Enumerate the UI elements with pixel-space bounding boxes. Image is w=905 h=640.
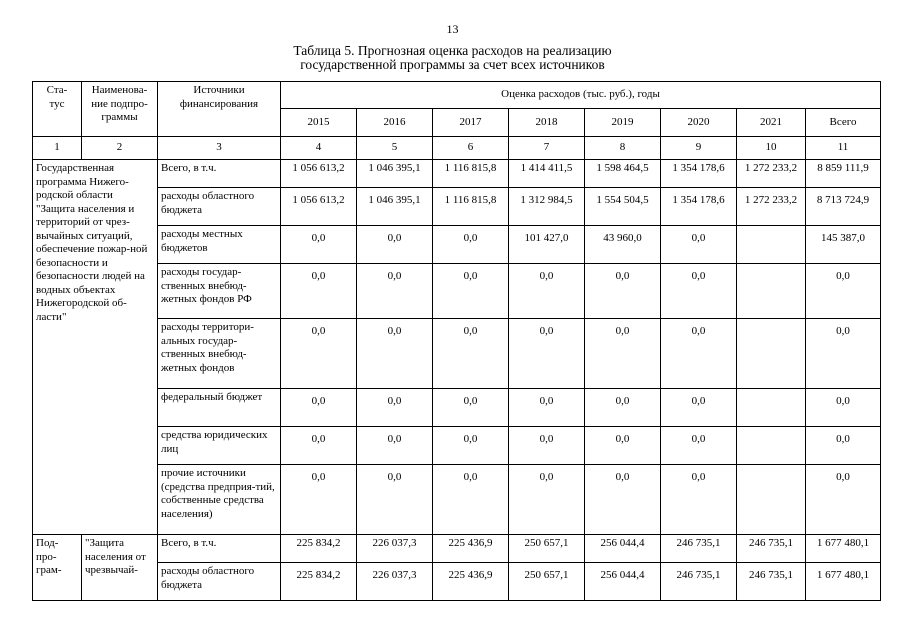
value-cell: 246 735,1 — [661, 563, 737, 601]
table-row — [33, 535, 881, 563]
value-cell: 0,0 — [806, 319, 881, 389]
header-year: 2021 — [737, 109, 806, 137]
table-title — [0, 44, 905, 72]
header-year: 2019 — [585, 109, 661, 137]
value-cell: 0,0 — [357, 389, 433, 427]
value-cell: 0,0 — [661, 264, 737, 319]
value-cell: 0,0 — [661, 389, 737, 427]
column-number: 7 — [509, 137, 585, 160]
value-cell: 246 735,1 — [661, 535, 737, 563]
value-cell: 1 046 395,1 — [357, 188, 433, 226]
source-cell: расходы местных бюджетов — [158, 226, 281, 264]
value-cell — [737, 427, 806, 465]
header-year: 2020 — [661, 109, 737, 137]
value-cell: 225 436,9 — [433, 563, 509, 601]
value-cell: 145 387,0 — [806, 226, 881, 264]
table-row — [33, 264, 881, 319]
value-cell: 1 116 815,8 — [433, 160, 509, 188]
value-cell: 0,0 — [509, 465, 585, 535]
column-number: 6 — [433, 137, 509, 160]
value-cell: 0,0 — [357, 319, 433, 389]
program-name-cell: Государственная программа Нижего-родской области "Защита населения и территорий от чрез-вычайных ситуаций, обеспечение пожар-ной безопасности и безопасности людей на водных объектах Нижегородской об-ласти" — [33, 160, 158, 535]
value-cell: 225 834,2 — [281, 563, 357, 601]
table-row — [33, 226, 881, 264]
title-line-2: государственной программы за счет всех источников — [300, 57, 605, 72]
value-cell: 0,0 — [509, 427, 585, 465]
value-cell: 0,0 — [433, 465, 509, 535]
column-number: 9 — [661, 137, 737, 160]
table-row — [33, 465, 881, 535]
header-estimate: Оценка расходов (тыс. руб.), годы — [281, 82, 881, 109]
value-cell: 0,0 — [281, 319, 357, 389]
column-number: 1 — [33, 137, 82, 160]
source-cell: расходы территори-альных государ-ственных внебюд-жетных фондов — [158, 319, 281, 389]
value-cell: 8 859 111,9 — [806, 160, 881, 188]
header-year: Всего — [806, 109, 881, 137]
value-cell: 246 735,1 — [737, 563, 806, 601]
header-year: 2017 — [433, 109, 509, 137]
source-cell: расходы областного бюджета — [158, 563, 281, 601]
column-number: 5 — [357, 137, 433, 160]
value-cell: 0,0 — [433, 319, 509, 389]
value-cell: 1 056 613,2 — [281, 188, 357, 226]
value-cell: 0,0 — [357, 465, 433, 535]
value-cell: 0,0 — [357, 226, 433, 264]
source-cell: Всего, в т.ч. — [158, 535, 281, 563]
value-cell: 1 554 504,5 — [585, 188, 661, 226]
value-cell: 0,0 — [806, 264, 881, 319]
financing-table — [32, 81, 881, 601]
table-row — [33, 160, 881, 188]
value-cell: 250 657,1 — [509, 535, 585, 563]
column-number: 11 — [806, 137, 881, 160]
column-number: 4 — [281, 137, 357, 160]
value-cell: 226 037,3 — [357, 563, 433, 601]
value-cell: 0,0 — [281, 427, 357, 465]
value-cell: 101 427,0 — [509, 226, 585, 264]
header-status: Ста- тус — [33, 82, 82, 137]
value-cell: 1 354 178,6 — [661, 188, 737, 226]
value-cell: 0,0 — [661, 319, 737, 389]
value-cell: 1 677 480,1 — [806, 563, 881, 601]
value-cell: 0,0 — [433, 389, 509, 427]
value-cell: 0,0 — [357, 264, 433, 319]
value-cell: 0,0 — [281, 226, 357, 264]
value-cell: 0,0 — [806, 465, 881, 535]
table-row — [33, 319, 881, 389]
column-number: 10 — [737, 137, 806, 160]
table-row — [33, 427, 881, 465]
value-cell: 0,0 — [281, 264, 357, 319]
source-cell: расходы государ-ственных внебюд-жетных фондов РФ — [158, 264, 281, 319]
value-cell: 8 713 724,9 — [806, 188, 881, 226]
value-cell: 226 037,3 — [357, 535, 433, 563]
value-cell: 0,0 — [661, 427, 737, 465]
value-cell: 1 116 815,8 — [433, 188, 509, 226]
value-cell: 43 960,0 — [585, 226, 661, 264]
source-cell: средства юридических лиц — [158, 427, 281, 465]
value-cell: 0,0 — [357, 427, 433, 465]
value-cell: 0,0 — [806, 427, 881, 465]
value-cell: 0,0 — [585, 319, 661, 389]
value-cell: 1 598 464,5 — [585, 160, 661, 188]
value-cell: 0,0 — [585, 465, 661, 535]
value-cell: 1 677 480,1 — [806, 535, 881, 563]
value-cell: 256 044,4 — [585, 535, 661, 563]
column-number: 2 — [82, 137, 158, 160]
value-cell: 0,0 — [661, 465, 737, 535]
value-cell: 1 414 411,5 — [509, 160, 585, 188]
source-cell: прочие источники (средства предприя-тий, собственные средства населения) — [158, 465, 281, 535]
value-cell — [737, 465, 806, 535]
source-cell: Всего, в т.ч. — [158, 160, 281, 188]
source-cell: расходы областного бюджета — [158, 188, 281, 226]
value-cell: 225 834,2 — [281, 535, 357, 563]
title-line-1: Таблица 5. Прогнозная оценка расходов на реализацию — [293, 43, 612, 58]
value-cell: 0,0 — [585, 389, 661, 427]
page-number: 13 — [446, 22, 459, 36]
column-number: 3 — [158, 137, 281, 160]
value-cell: 0,0 — [509, 319, 585, 389]
value-cell: 225 436,9 — [433, 535, 509, 563]
value-cell: 256 044,4 — [585, 563, 661, 601]
value-cell: 0,0 — [433, 226, 509, 264]
table-row — [33, 188, 881, 226]
value-cell: 1 272 233,2 — [737, 188, 806, 226]
value-cell: 0,0 — [661, 226, 737, 264]
header-subprogram-name: Наименова- ние подпро- граммы — [82, 82, 158, 137]
value-cell — [737, 226, 806, 264]
value-cell: 250 657,1 — [509, 563, 585, 601]
value-cell: 0,0 — [585, 427, 661, 465]
subprogram-status-cell: Под-про-грам- — [33, 535, 82, 601]
value-cell: 0,0 — [509, 264, 585, 319]
value-cell: 0,0 — [433, 427, 509, 465]
source-cell: федеральный бюджет — [158, 389, 281, 427]
table-row — [33, 389, 881, 427]
column-number: 8 — [585, 137, 661, 160]
value-cell — [737, 319, 806, 389]
value-cell: 246 735,1 — [737, 535, 806, 563]
value-cell: 1 272 233,2 — [737, 160, 806, 188]
value-cell: 0,0 — [806, 389, 881, 427]
header-sources: Источники финансирования — [158, 82, 281, 137]
value-cell: 0,0 — [433, 264, 509, 319]
value-cell: 0,0 — [509, 389, 585, 427]
value-cell: 1 056 613,2 — [281, 160, 357, 188]
value-cell: 1 312 984,5 — [509, 188, 585, 226]
header-year: 2015 — [281, 109, 357, 137]
value-cell: 1 046 395,1 — [357, 160, 433, 188]
value-cell: 1 354 178,6 — [661, 160, 737, 188]
value-cell: 0,0 — [281, 389, 357, 427]
value-cell: 0,0 — [585, 264, 661, 319]
subprogram-name-cell: "Защита населения от чрезвычай- — [82, 535, 158, 601]
value-cell — [737, 264, 806, 319]
header-year: 2016 — [357, 109, 433, 137]
header-year: 2018 — [509, 109, 585, 137]
value-cell: 0,0 — [281, 465, 357, 535]
table-row — [33, 563, 881, 601]
value-cell — [737, 389, 806, 427]
